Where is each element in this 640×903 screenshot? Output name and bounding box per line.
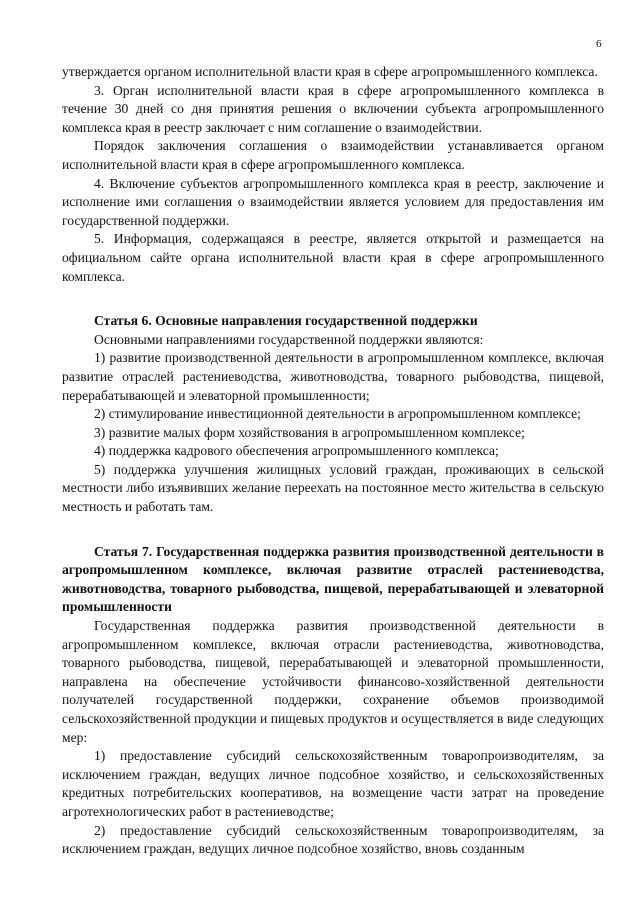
page-number: 6 xyxy=(596,38,602,50)
document-body xyxy=(62,63,604,859)
article-7-intro: Государственная поддержка развития производственной деятельности в агропромышленном комплексе, включая отрасли растениеводства, животноводства, товарного рыбоводства, пищевой, перерабатывающей и элеваторной промышленности, направлена на обеспечение устойчивости финансово-хозяйственной деятельности получателей государственной поддержки, сохранение объемов производимой сельскохозяйственной продукции и пищевых продуктов и осуществляется в виде следующих мер: xyxy=(62,618,604,745)
article-6-item-5: 5) поддержка улучшения жилищных условий граждан, проживающих в сельской местности либо изъявивших желание переехать на постоянное место жительства в сельскую местность и работать там. xyxy=(62,461,604,515)
paragraph-continuation: утверждается органом исполнительной власти края в сфере агропромышленного комплекса. xyxy=(62,64,598,79)
article-6-item-3: 3) развитие малых форм хозяйствования в агропромышленном комплексе; xyxy=(94,424,525,440)
article-7-item-1: 1) предоставление субсидий сельскохозяйственным товаропроизводителям, за исключением граждан, ведущих личное подсобное хозяйство, и сельскохозяйственных кредитных потребительских кооперативов, на возмещение части затрат на проведение агротехнологических работ в растениеводстве; xyxy=(62,748,604,819)
section-spacer xyxy=(62,517,604,543)
article-6-item-4: 4) поддержка кадрового обеспечения агропромышленного комплекса; xyxy=(94,443,499,459)
article-7-item-2: 2) предоставление субсидий сельскохозяйственным товаропроизводителям, за исключением граждан, ведущих личное подсобное хозяйство, вновь созданным xyxy=(62,822,604,857)
paragraph-agreement-procedure: Порядок заключения соглашения о взаимодействии устанавливается органом исполнительной власти края в сфере агропромышленного комплекса. xyxy=(62,138,604,172)
article-6-item-2: 2) стимулирование инвестиционной деятельности в агропромышленном комплексе; xyxy=(94,406,581,422)
paragraph-item-5: 5. Информация, содержащаяся в реестре, является открытой и размещается на официальном сайте органа исполнительной власти края в сфере агропромышленного комплекса. xyxy=(62,231,604,284)
article-7-heading: Статья 7. Государственная поддержка развития производственной деятельности в агропромышленном комплексе, включая развитие отраслей растениеводства, животноводства, товарного рыбоводства, пищевой, перерабатывающей и элеваторной промышленности xyxy=(62,543,604,615)
article-6-heading: Статья 6. Основные направления государственной поддержки xyxy=(94,313,478,329)
article-6-item-1: 1) развитие производственной деятельности в агропромышленном комплексе, включая развитие отраслей растениеводства, животноводства, товарного рыбоводства, пищевой, перерабатывающей и элеваторной промышленности; xyxy=(62,350,604,403)
paragraph-item-3: 3. Орган исполнительной власти края в сфере агропромышленного комплекса в течение 30 дней со дня принятия решения о включении субъекта агропромышленного комплекса края в реестр заключает с ним соглашение о взаимодействии. xyxy=(62,82,604,135)
paragraph-item-4: 4. Включение субъектов агропромышленного комплекса края в реестр, заключение и исполнение ими соглашения о взаимодействии является условием для предоставления им государственной поддержки. xyxy=(62,175,604,228)
article-6-intro: Основными направлениями государственной поддержки являются: xyxy=(94,331,484,347)
section-spacer xyxy=(62,286,604,312)
